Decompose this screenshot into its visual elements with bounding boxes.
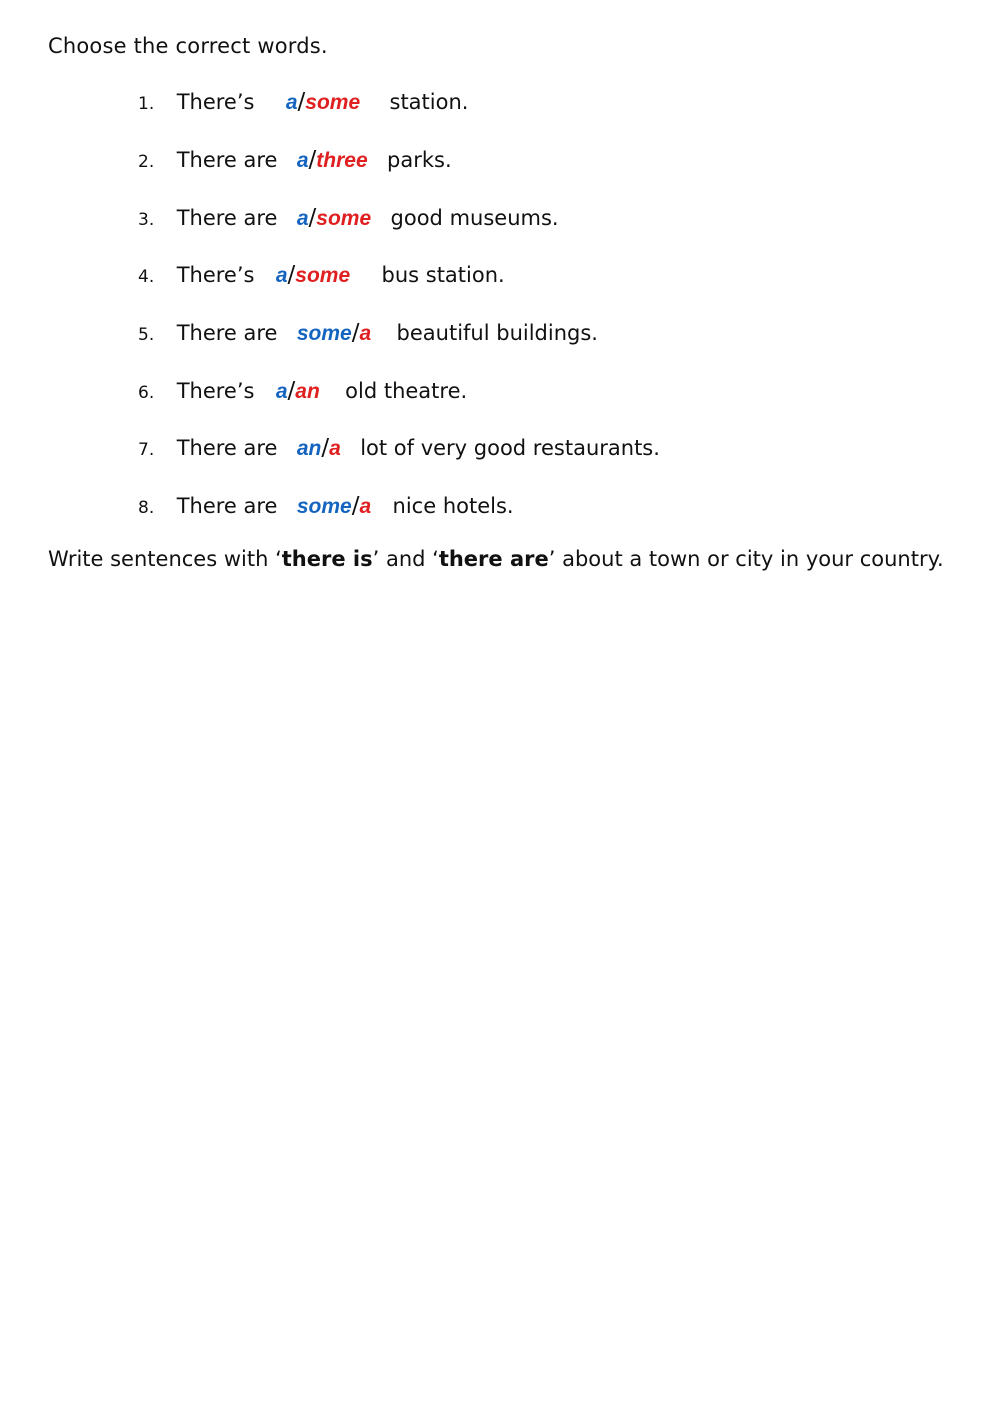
option-2[interactable]: some (316, 207, 372, 230)
write-task-text: Write sentences with ‘ (48, 547, 282, 571)
exercise-item-1: 1. There’s a/some station. (138, 87, 468, 117)
option-1[interactable]: a (296, 207, 309, 230)
option-2[interactable]: some (305, 91, 361, 114)
exercise-item-5: 5. There are some/a beautiful buildings. (138, 318, 598, 348)
item-prefix: There are (176, 206, 278, 230)
item-number: 7. (138, 440, 155, 460)
item-number: 3. (138, 210, 155, 230)
item-prefix: There’s (176, 379, 255, 403)
item-prefix: There’s (176, 90, 255, 114)
exercise-item-3: 3. There are a/some good museums. (138, 203, 559, 233)
write-task-text: ’ about a town or city in your country. (548, 547, 944, 571)
item-suffix: lot of very good restaurants. (360, 436, 660, 460)
exercise-item-8: 8. There are some/a nice hotels. (138, 491, 514, 521)
option-2[interactable]: a (329, 437, 341, 460)
item-prefix: There are (176, 321, 278, 345)
option-2[interactable]: three (316, 149, 368, 172)
write-task-bold: there are (438, 547, 549, 571)
item-suffix: station. (389, 90, 469, 114)
option-1[interactable]: a (285, 91, 298, 114)
option-2[interactable]: an (295, 380, 320, 403)
item-prefix: There are (176, 436, 278, 460)
item-prefix: There’s (176, 263, 255, 287)
option-1[interactable]: an (296, 437, 322, 460)
option-1[interactable]: a (296, 149, 309, 172)
item-suffix: parks. (387, 148, 452, 172)
write-task-instruction (48, 544, 944, 574)
item-number: 8. (138, 498, 155, 518)
item-suffix: bus station. (381, 263, 505, 287)
option-2[interactable]: a (359, 322, 372, 345)
item-prefix: There are (176, 494, 278, 518)
option-1[interactable]: some (296, 322, 352, 345)
write-task-bold: there is (281, 547, 373, 571)
write-task-text: ’ and ‘ (372, 547, 439, 571)
item-prefix: There are (176, 148, 278, 172)
item-suffix: beautiful buildings. (396, 321, 598, 345)
option-2[interactable]: a (359, 495, 372, 518)
exercise-item-7: 7. There are an/a lot of very good restaurants. (138, 433, 660, 463)
exercise-item-4: 4. There’s a/some bus station. (138, 260, 505, 290)
option-2[interactable]: some (295, 264, 351, 287)
item-number: 2. (138, 152, 155, 172)
option-1[interactable]: some (296, 495, 352, 518)
exercise-item-2: 2. There are a/three parks. (138, 145, 452, 175)
item-number: 1. (138, 94, 155, 114)
item-number: 5. (138, 325, 155, 345)
item-number: 6. (138, 383, 155, 403)
item-suffix: good museums. (390, 206, 559, 230)
exercise-item-6: 6. There’s a/an old theatre. (138, 376, 467, 406)
item-number: 4. (138, 267, 155, 287)
item-suffix: nice hotels. (392, 494, 514, 518)
option-1[interactable]: a (275, 264, 288, 287)
instruction-heading: Choose the correct words. (48, 34, 328, 58)
item-suffix: old theatre. (345, 379, 468, 403)
option-1[interactable]: a (275, 380, 288, 403)
